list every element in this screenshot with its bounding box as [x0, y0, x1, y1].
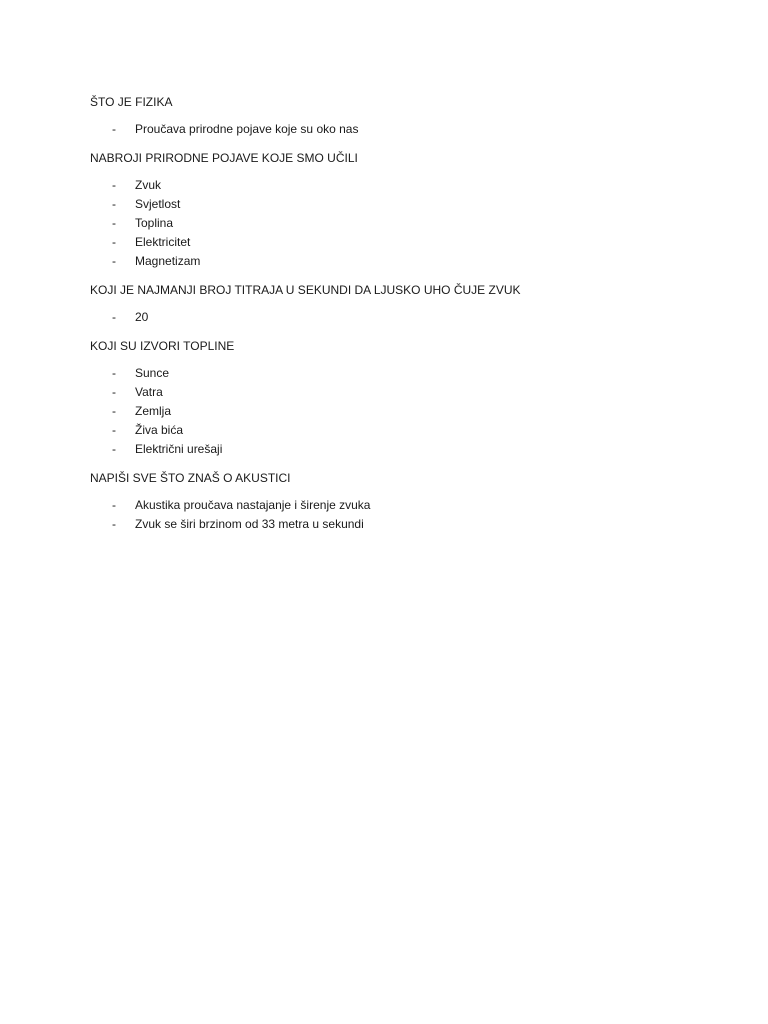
- section-sto-je-fizika: [90, 94, 768, 140]
- section-akustika: [90, 470, 768, 535]
- question-heading: ŠTO JE FIZIKA: [90, 95, 173, 109]
- list-item: [90, 403, 768, 422]
- answer-text: Elektricitet: [135, 235, 191, 249]
- list-item: [90, 177, 768, 196]
- list-item: [90, 365, 768, 384]
- bullet-dash: -: [112, 498, 116, 512]
- bullet-dash: -: [112, 235, 116, 249]
- list-item: [90, 497, 768, 516]
- list-item: [90, 309, 768, 328]
- list-item: [90, 441, 768, 460]
- answer-text: Akustika proučava nastajanje i širenje zvuka: [135, 498, 371, 512]
- answer-text: Proučava prirodne pojave koje su oko nas: [135, 122, 359, 136]
- list-item: [90, 234, 768, 253]
- bullet-dash: -: [112, 442, 116, 456]
- bullet-dash: -: [112, 385, 116, 399]
- list-item: [90, 121, 768, 140]
- answer-text: Magnetizam: [135, 254, 201, 268]
- answer-text: 20: [135, 310, 149, 324]
- list-item: [90, 422, 768, 441]
- answer-text: Svjetlost: [135, 197, 181, 211]
- answer-text: Zvuk: [135, 178, 162, 192]
- section-prirodne-pojave: [90, 150, 768, 272]
- question-heading: NAPIŠI SVE ŠTO ZNAŠ O AKUSTICI: [90, 471, 291, 485]
- question-heading: NABROJI PRIRODNE POJAVE KOJE SMO UČILI: [90, 151, 358, 165]
- question-heading: KOJI JE NAJMANJI BROJ TITRAJA U SEKUNDI DA LJUSKO UHO ČUJE ZVUK: [90, 283, 521, 297]
- list-item: [90, 384, 768, 403]
- bullet-dash: -: [112, 366, 116, 380]
- bullet-dash: -: [112, 178, 116, 192]
- answer-list: [90, 309, 768, 328]
- bullet-dash: -: [112, 423, 116, 437]
- answer-text: Vatra: [135, 385, 163, 399]
- bullet-dash: -: [112, 404, 116, 418]
- answer-text: Toplina: [135, 216, 174, 230]
- bullet-dash: -: [112, 122, 116, 136]
- answer-list: [90, 497, 768, 535]
- answer-text: Sunce: [135, 366, 170, 380]
- answer-list: [90, 365, 768, 460]
- answer-text: Električni urešaji: [135, 442, 223, 456]
- list-item: [90, 516, 768, 535]
- section-izvori-topline: [90, 338, 768, 460]
- bullet-dash: -: [112, 254, 116, 268]
- bullet-dash: -: [112, 216, 116, 230]
- answer-list: [90, 121, 768, 140]
- answer-list: [90, 177, 768, 272]
- answer-text: Zemlja: [135, 404, 172, 418]
- answer-text: Živa bića: [135, 423, 184, 437]
- list-item: [90, 253, 768, 272]
- list-item: [90, 215, 768, 234]
- bullet-dash: -: [112, 197, 116, 211]
- question-heading: KOJI SU IZVORI TOPLINE: [90, 339, 235, 353]
- bullet-dash: -: [112, 517, 116, 531]
- section-broj-titraja: [90, 282, 768, 328]
- bullet-dash: -: [112, 310, 116, 324]
- list-item: [90, 196, 768, 215]
- answer-text: Zvuk se širi brzinom od 33 metra u sekundi: [135, 517, 364, 531]
